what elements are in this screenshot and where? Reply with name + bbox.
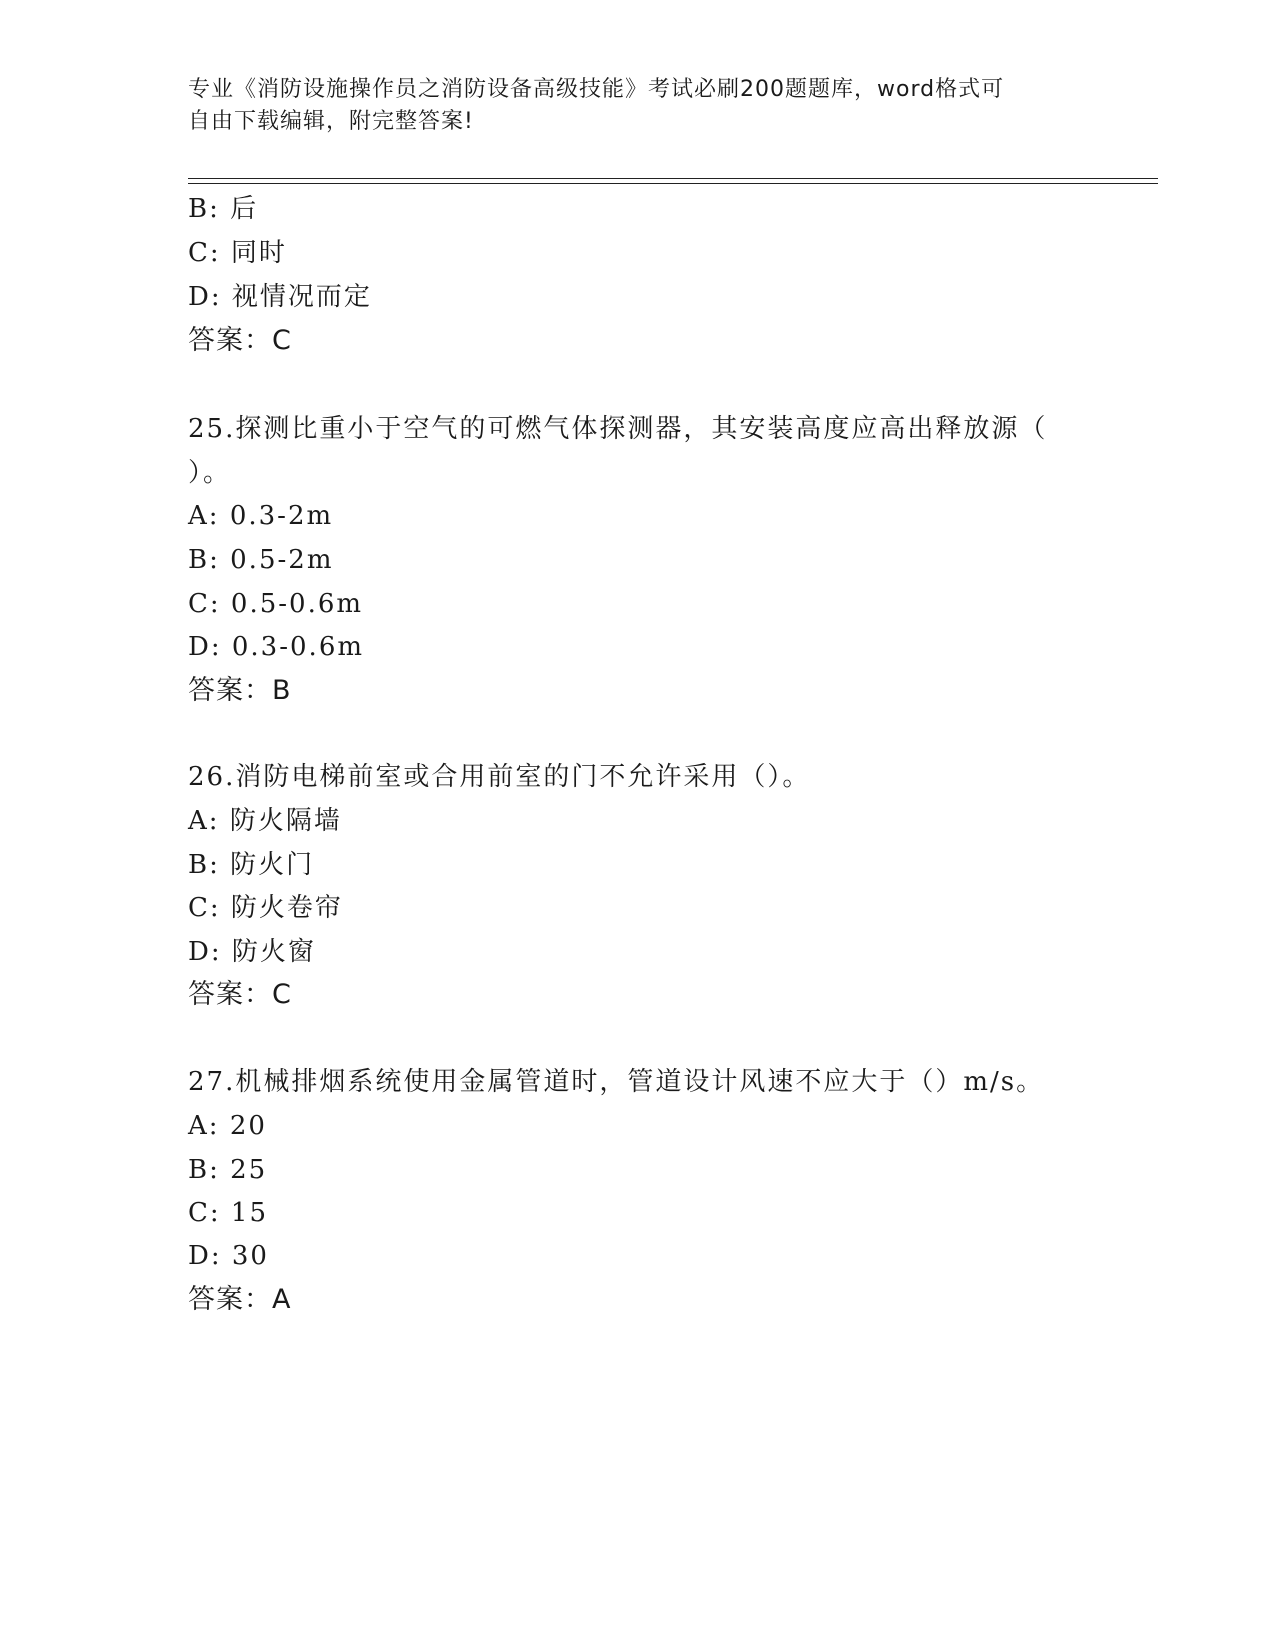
option-label: A:: [188, 806, 220, 836]
answer-line: 答案：C: [188, 325, 292, 356]
option-label: B:: [188, 545, 220, 575]
option-line: [188, 587, 363, 621]
option-line: [188, 280, 372, 314]
question-stem-continued: ）。: [188, 458, 232, 488]
option-line: [188, 236, 287, 270]
option-text: 视情况而定: [231, 282, 372, 312]
header-divider-top: [188, 178, 1158, 179]
answer-line: 答案：C: [188, 979, 292, 1010]
option-line: [188, 1153, 267, 1187]
option-text: 25: [230, 1155, 268, 1185]
option-text: 0.5-0.6m: [230, 589, 364, 619]
option-text: 15: [230, 1198, 269, 1228]
option-text: 防火卷帘: [230, 893, 343, 923]
option-label: C:: [188, 589, 221, 619]
option-line: [188, 192, 258, 226]
option-line: [188, 543, 333, 577]
option-text: 防火隔墙: [229, 806, 342, 836]
question-stem: 25.探测比重小于空气的可燃气体探测器，其安装高度应高出释放源（: [188, 414, 1048, 444]
option-text: 后: [230, 194, 259, 224]
option-line: [188, 891, 343, 925]
option-label: B:: [188, 1155, 220, 1185]
option-text: 30: [231, 1241, 269, 1271]
option-label: B:: [188, 850, 220, 880]
question-stem: 26.消防电梯前室或合用前室的门不允许采用（）。: [188, 762, 811, 792]
option-label: A:: [188, 501, 220, 531]
option-label: C:: [188, 893, 221, 923]
option-line: [188, 935, 316, 969]
option-text: 0.3-0.6m: [231, 632, 365, 662]
option-label: C:: [188, 238, 221, 268]
option-text: 0.5-2m: [230, 545, 334, 575]
option-text: 同时: [230, 238, 287, 268]
header-line-2: 自由下载编辑，附完整答案!: [188, 109, 474, 134]
question-stem: 27.机械排烟系统使用金属管道时，管道设计风速不应大于（）m/s。: [188, 1067, 1045, 1097]
option-label: D:: [188, 937, 222, 967]
header-line-1: 专业《消防设施操作员之消防设备高级技能》考试必刷200题题库，word格式可: [188, 77, 1005, 102]
option-line: [188, 499, 333, 533]
option-label: D:: [188, 1241, 222, 1271]
answer-line: 答案：B: [188, 675, 292, 706]
option-line: [188, 1196, 268, 1230]
option-text: 防火窗: [231, 937, 316, 967]
option-line: [188, 804, 342, 838]
option-label: B:: [188, 194, 220, 224]
option-line: [188, 848, 314, 882]
option-line: [188, 630, 364, 664]
option-line: [188, 1239, 269, 1273]
option-label: D:: [188, 282, 222, 312]
option-label: C:: [188, 1198, 221, 1228]
option-line: [188, 1109, 267, 1143]
option-text: 20: [229, 1111, 267, 1141]
answer-line: 答案：A: [188, 1284, 292, 1315]
document-header: [188, 74, 1068, 138]
option-text: 防火门: [230, 850, 315, 880]
option-text: 0.3-2m: [229, 501, 334, 531]
option-label: D:: [188, 632, 222, 662]
option-label: A:: [188, 1111, 220, 1141]
header-divider-bottom: [188, 183, 1158, 184]
